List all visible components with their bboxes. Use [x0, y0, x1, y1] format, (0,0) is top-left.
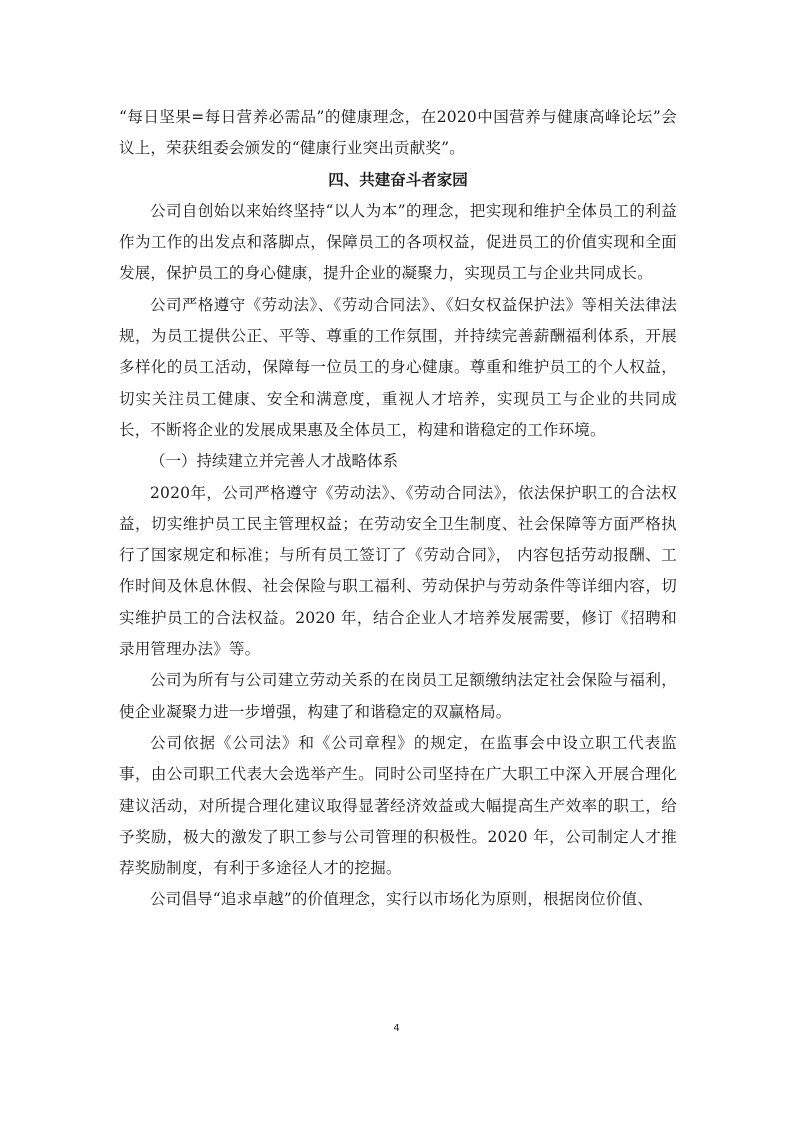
paragraph-labor-law-compliance: 公司严格遵守《劳动法》、《劳动合同法》、《妇女权益保护法》等相关法律法规，为员工提供公正、平等、尊重的工作氛围，并持续完善薪酬福利体系，开展多样化的员工活动，保障每一位员工的身心健康。尊重和维护员工的个人权益，切实关注员工健康、安全和满意度，重视人才培养，实现员工与企业的共同成长，不断将企业的发展成果惠及全体员工，构建和谐稳定的工作环境。: [119, 295, 677, 439]
paragraph-people-oriented: 公司自创始以来始终坚持“以人为本”的理念，把实现和维护全体员工的利益作为工作的出发点和落脚点，保障员工的各项权益，促进员工的价值实现和全面发展，保护员工的身心健康，提升企业的凝聚力，实现员工与企业共同成长。: [119, 201, 677, 283]
paragraph-employee-supervisor: 公司依据《公司法》和《公司章程》的规定，在监事会中设立职工代表监事，由公司职工代表大会选举产生。同时公司坚持在广大职工中深入开展合理化建议活动，对所提合理化建议取得显著经济效益或大幅提高生产效率的职工，给予奖励，极大的激发了职工参与公司管理的积极性。2020 年，公司制定人才推荐奖励制度，有利于多途径人才的挖掘。: [119, 733, 677, 878]
paragraph-pursue-excellence: 公司倡导“追求卓越”的价值理念，实行以市场化为原则，根据岗位价值、: [150, 890, 653, 909]
paragraph-continued-award: “每日坚果=每日营养必需品”的健康理念，在2020中国营养与健康高峰论坛”会议上，荣获组委会颁发的“健康行业突出贡献奖”。: [119, 108, 677, 158]
paragraph-2020-labor-contracts: 2020年，公司严格遵守《劳动法》、《劳动合同法》，依法保护职工的合法权益，切实维护员工民主管理权益；在劳动安全卫生制度、社会保障等方面严格执行了国家规定和标准；与所有员工签订了《劳动合同》， 内容包括劳动报酬、工作时间及休息休假、社会保险与职工福利、劳动保护与劳动条件等详细内容，切实维护员工的合法权益。2020 年，结合企业人才培养发展需要，修订《招聘和录用管理办法》等。: [119, 483, 677, 659]
section-title: 四、共建奋斗者家园: [328, 170, 468, 189]
body-text-column: [119, 102, 677, 916]
page-number: 4: [393, 1023, 400, 1034]
paragraph-social-insurance: 公司为所有与公司建立劳动关系的在岗员工足额缴纳法定社会保险与福利，使企业凝聚力进一步增强，构建了和谐稳定的双赢格局。: [119, 671, 677, 721]
subsection-title: （一）持续建立并完善人才战略体系: [150, 452, 399, 471]
